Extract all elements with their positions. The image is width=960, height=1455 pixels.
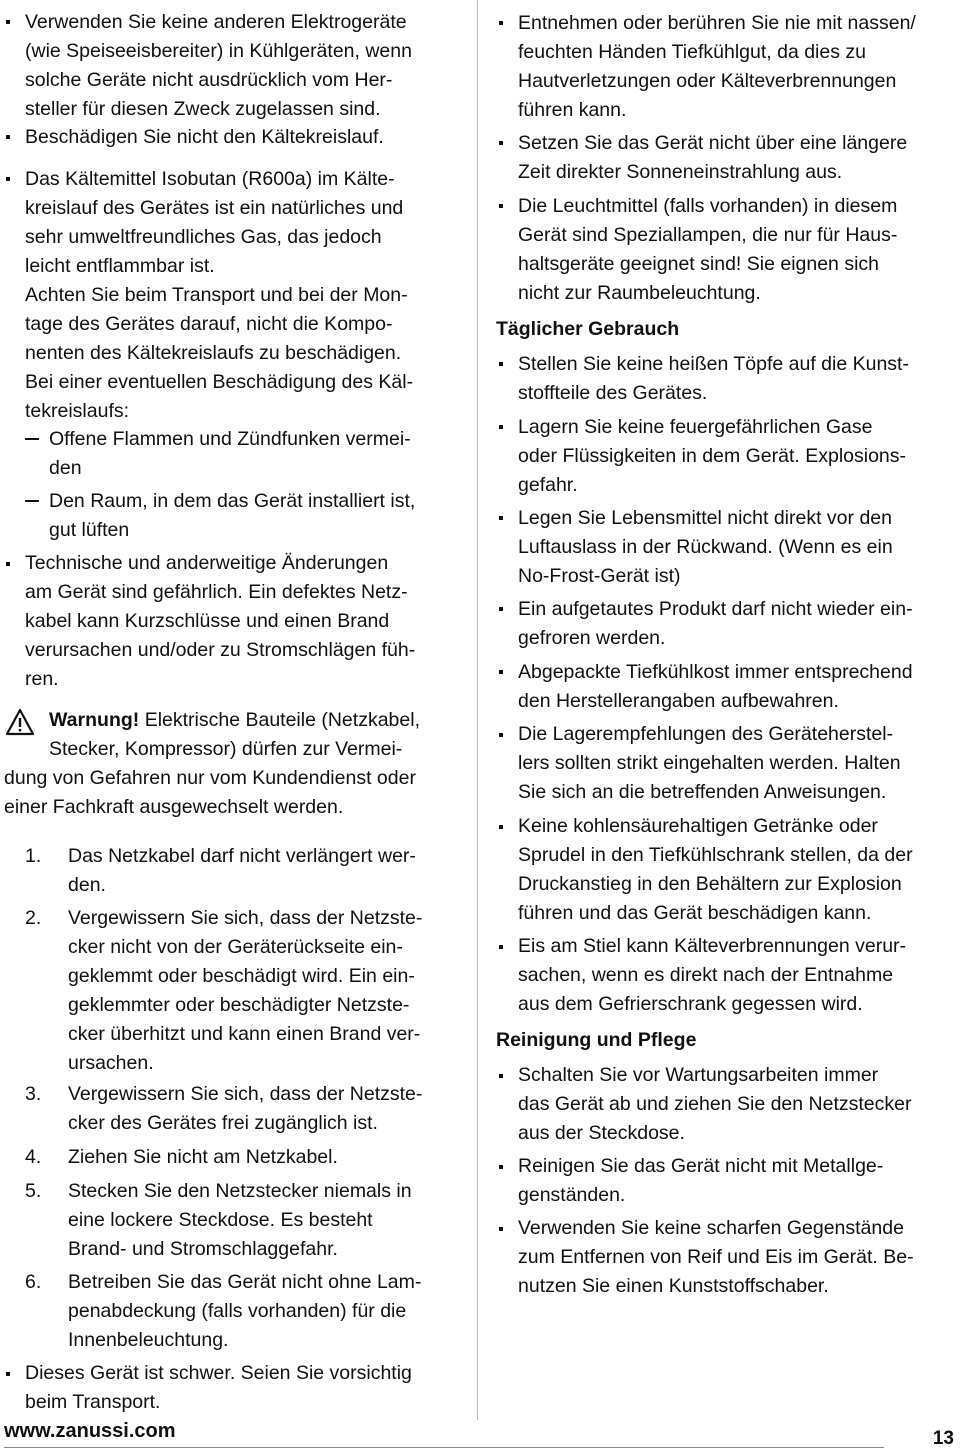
bullet <box>6 135 10 139</box>
text-line: geklemmt oder beschädigt wird. Ein ein- <box>68 965 415 987</box>
list-number: 1. <box>25 845 42 867</box>
text-line: Zeit direkter Sonneneinstrahlung aus. <box>518 161 843 183</box>
text-line: cker überhitzt und kann einen Brand ver- <box>68 1023 421 1045</box>
text-line: führen und das Gerät beschädigen kann. <box>518 902 872 924</box>
text-line: Verwenden Sie keine anderen Elektrogeräte <box>25 11 407 33</box>
bullet <box>499 204 503 208</box>
bullet <box>499 945 503 949</box>
text-line: Dieses Gerät ist schwer. Seien Sie vorsichtig <box>25 1362 412 1384</box>
text-line: aus dem Gefrierschrank gegessen wird. <box>518 993 863 1015</box>
text-line: tage des Gerätes darauf, nicht die Kompo- <box>25 313 393 335</box>
text-line: gefroren werden. <box>518 627 666 649</box>
bullet <box>499 670 503 674</box>
list-item <box>518 658 913 716</box>
list-item <box>518 595 913 653</box>
bullet <box>6 177 10 181</box>
text-line: leicht entflammbar ist. <box>25 255 215 277</box>
list-item <box>25 8 412 124</box>
text-line: den. <box>68 874 106 896</box>
text-line: Eis am Stiel kann Kälteverbrennungen verur- <box>518 935 907 957</box>
list-item <box>518 413 906 500</box>
text-line: tekreislaufs: <box>25 400 130 422</box>
text-line: cker des Gerätes frei zugänglich ist. <box>68 1112 378 1134</box>
text-line: Entnehmen oder berühren Sie nie mit nassen/ <box>518 12 916 34</box>
text-line: Sprudel in den Tiefkühlschrank stellen, da der <box>518 844 913 866</box>
text-line: den Herstellerangaben aufbewahren. <box>518 690 839 712</box>
warning-text-line: einer Fachkraft ausgewechselt werden. <box>4 796 344 818</box>
warning-text-line: Stecker, Kompressor) dürfen zur Vermei- <box>49 738 403 760</box>
warning-label: Warnung! <box>49 709 140 731</box>
text-line: ursachen. <box>68 1052 154 1074</box>
text-line: haltsgeräte geeignet sind! Sie eignen sich <box>518 253 879 275</box>
bullet <box>499 1074 503 1078</box>
text-line: gefahr. <box>518 474 578 496</box>
list-item <box>25 165 413 426</box>
text-line: nutzen Sie einen Kunststoffschaber. <box>518 1275 829 1297</box>
text-line: Verwenden Sie keine scharfen Gegenstände <box>518 1217 904 1239</box>
text-line: am Gerät sind gefährlich. Ein defektes Netz- <box>25 581 408 603</box>
bullet <box>499 733 503 737</box>
list-item <box>49 425 411 483</box>
text-line: genständen. <box>518 1184 626 1206</box>
text-line: Beschädigen Sie nicht den Kältekreislauf. <box>25 126 384 148</box>
text-line: nicht zur Raumbeleuchtung. <box>518 282 761 304</box>
list-item <box>518 932 906 1019</box>
list-item <box>518 1152 883 1210</box>
text-line: solche Geräte nicht ausdrücklich vom Her- <box>25 69 393 91</box>
warning-text-line: dung von Gefahren nur vom Kundendienst oder <box>4 767 416 789</box>
footer-rule <box>4 1447 884 1448</box>
list-item <box>518 192 897 308</box>
numbered-item <box>68 1143 338 1172</box>
text-line: oder Flüssigkeiten in dem Gerät. Explosions- <box>518 445 907 467</box>
text-line: kabel kann Kurzschlüsse und einen Brand <box>25 610 390 632</box>
numbered-item <box>68 842 416 900</box>
text-line: Stellen Sie keine heißen Töpfe auf die Kunst- <box>518 353 909 375</box>
text-line: Gerät sind Speziallampen, die nur für Haus- <box>518 224 898 246</box>
text-line: Luftauslass in der Rückwand. (Wenn es ein <box>518 536 893 558</box>
numbered-item <box>68 1268 421 1355</box>
warning-triangle-icon <box>5 708 35 736</box>
text-line: kreislauf des Gerätes ist ein natürliches und <box>25 197 404 219</box>
list-number: 3. <box>25 1083 42 1105</box>
text-line: Innenbeleuchtung. <box>68 1329 229 1351</box>
bullet <box>499 516 503 520</box>
text-line: (wie Speiseeisbereiter) in Kühlgeräten, wenn <box>25 40 412 62</box>
text-line: No-Frost-Gerät ist) <box>518 565 681 587</box>
text-line: gut lüften <box>49 519 130 541</box>
list-item <box>25 1359 412 1417</box>
list-number: 2. <box>25 907 42 929</box>
text-line: Das Kältemittel Isobutan (R600a) im Kälte- <box>25 168 395 190</box>
text-line: sehr umweltfreundliches Gas, das jedoch <box>25 226 382 248</box>
bullet <box>6 20 10 24</box>
text-line: Ein aufgetautes Produkt darf nicht wieder ein- <box>518 598 913 620</box>
text-line: geklemmter oder beschädigter Netzste- <box>68 994 410 1016</box>
list-item <box>49 487 415 545</box>
text-line: penabdeckung (falls vorhanden) für die <box>68 1300 407 1322</box>
text-line: Technische und anderweitige Änderungen <box>25 552 389 574</box>
bullet <box>6 562 10 566</box>
list-item <box>518 129 907 187</box>
text-line: ren. <box>25 668 59 690</box>
list-item <box>518 504 893 591</box>
text-line: Offene Flammen und Zündfunken vermei- <box>49 428 411 450</box>
text-line: Stecken Sie den Netzstecker niemals in <box>68 1180 412 1202</box>
text-line: zum Entfernen von Reif und Eis im Gerät. Be- <box>518 1246 914 1268</box>
text-line: Legen Sie Lebensmittel nicht direkt vor den <box>518 507 892 529</box>
dash <box>25 500 39 502</box>
text-line: feuchten Händen Tiefkühlgut, da dies zu <box>518 41 866 63</box>
text-line: Vergewissern Sie sich, dass der Netzste- <box>68 1083 423 1105</box>
list-number: 4. <box>25 1146 42 1168</box>
section-heading: Täglicher Gebrauch <box>496 318 680 340</box>
bullet <box>499 362 503 366</box>
footer-url[interactable]: www.zanussi.com <box>4 1420 176 1442</box>
bullet <box>6 1372 10 1376</box>
list-item <box>518 1214 914 1301</box>
text-line: Die Lagerempfehlungen des Geräteherstel- <box>518 723 894 745</box>
text-line: Schalten Sie vor Wartungsarbeiten immer <box>518 1064 879 1086</box>
bullet <box>499 607 503 611</box>
column-divider <box>477 0 478 1420</box>
text-line: Abgepackte Tiefkühlkost immer entsprechend <box>518 661 913 683</box>
text-line: Reinigen Sie das Gerät nicht mit Metallge- <box>518 1155 884 1177</box>
text-line: Hautverletzungen oder Kälteverbrennungen <box>518 70 897 92</box>
section-heading: Reinigung und Pflege <box>496 1029 697 1051</box>
dash <box>25 438 39 440</box>
text-line: Achten Sie beim Transport und bei der Mon- <box>25 284 408 306</box>
text-line: nenten des Kältekreislaufs zu beschädigen. <box>25 342 402 364</box>
bullet <box>499 21 503 25</box>
text-line: Den Raum, in dem das Gerät installiert ist, <box>49 490 416 512</box>
list-item <box>518 1061 912 1148</box>
warning-text-line <box>49 706 420 735</box>
text-line: Druckanstieg in den Behältern zur Explosion <box>518 873 902 895</box>
list-number: 5. <box>25 1180 42 1202</box>
list-item <box>518 812 913 928</box>
text-line: beim Transport. <box>25 1391 161 1413</box>
text-line: aus der Steckdose. <box>518 1122 685 1144</box>
text-line: Bei einer eventuellen Beschädigung des Käl- <box>25 371 414 393</box>
text-line: cker nicht von der Geräterückseite ein- <box>68 936 403 958</box>
text-line: Vergewissern Sie sich, dass der Netzste- <box>68 907 423 929</box>
bullet <box>499 825 503 829</box>
text-line: sachen, wenn es direkt nach der Entnahme <box>518 964 894 986</box>
numbered-item <box>68 1080 422 1138</box>
text-line: führen kann. <box>518 99 627 121</box>
text-line: Sie sich an die betreffenden Anweisungen. <box>518 781 887 803</box>
bullet <box>499 1165 503 1169</box>
text-line: steller für diesen Zweck zugelassen sind. <box>25 98 381 120</box>
list-item <box>25 549 415 694</box>
list-item <box>518 720 901 807</box>
text-line: eine lockere Steckdose. Es besteht <box>68 1209 373 1231</box>
list-item <box>518 350 909 408</box>
text-line: Ziehen Sie nicht am Netzkabel. <box>68 1146 338 1168</box>
text-line: das Gerät ab und ziehen Sie den Netzstecker <box>518 1093 912 1115</box>
text-line: lers sollten strikt eingehalten werden. Halten <box>518 752 901 774</box>
numbered-item <box>68 1177 412 1264</box>
numbered-item <box>68 904 422 1078</box>
text-line: den <box>49 457 82 479</box>
bullet <box>499 141 503 145</box>
text-line: Die Leuchtmittel (falls vorhanden) in diesem <box>518 195 898 217</box>
list-number: 6. <box>25 1271 42 1293</box>
list-item <box>25 123 384 152</box>
bullet <box>499 1227 503 1231</box>
bullet <box>499 425 503 429</box>
text-line: verursachen und/oder zu Stromschlägen füh- <box>25 639 416 661</box>
page-number: 13 <box>932 1428 954 1449</box>
text-line: Das Netzkabel darf nicht verlängert wer- <box>68 845 416 867</box>
warning-text: Elektrische Bauteile (Netzkabel, <box>144 709 420 731</box>
text-line: Lagern Sie keine feuergefährlichen Gase <box>518 416 873 438</box>
text-line: Brand- und Stromschlaggefahr. <box>68 1238 338 1260</box>
text-line: Betreiben Sie das Gerät nicht ohne Lam- <box>68 1271 422 1293</box>
text-line: stoffteile des Gerätes. <box>518 382 708 404</box>
text-line: Setzen Sie das Gerät nicht über eine längere <box>518 132 908 154</box>
list-item <box>518 9 916 125</box>
text-line: Keine kohlensäurehaltigen Getränke oder <box>518 815 878 837</box>
